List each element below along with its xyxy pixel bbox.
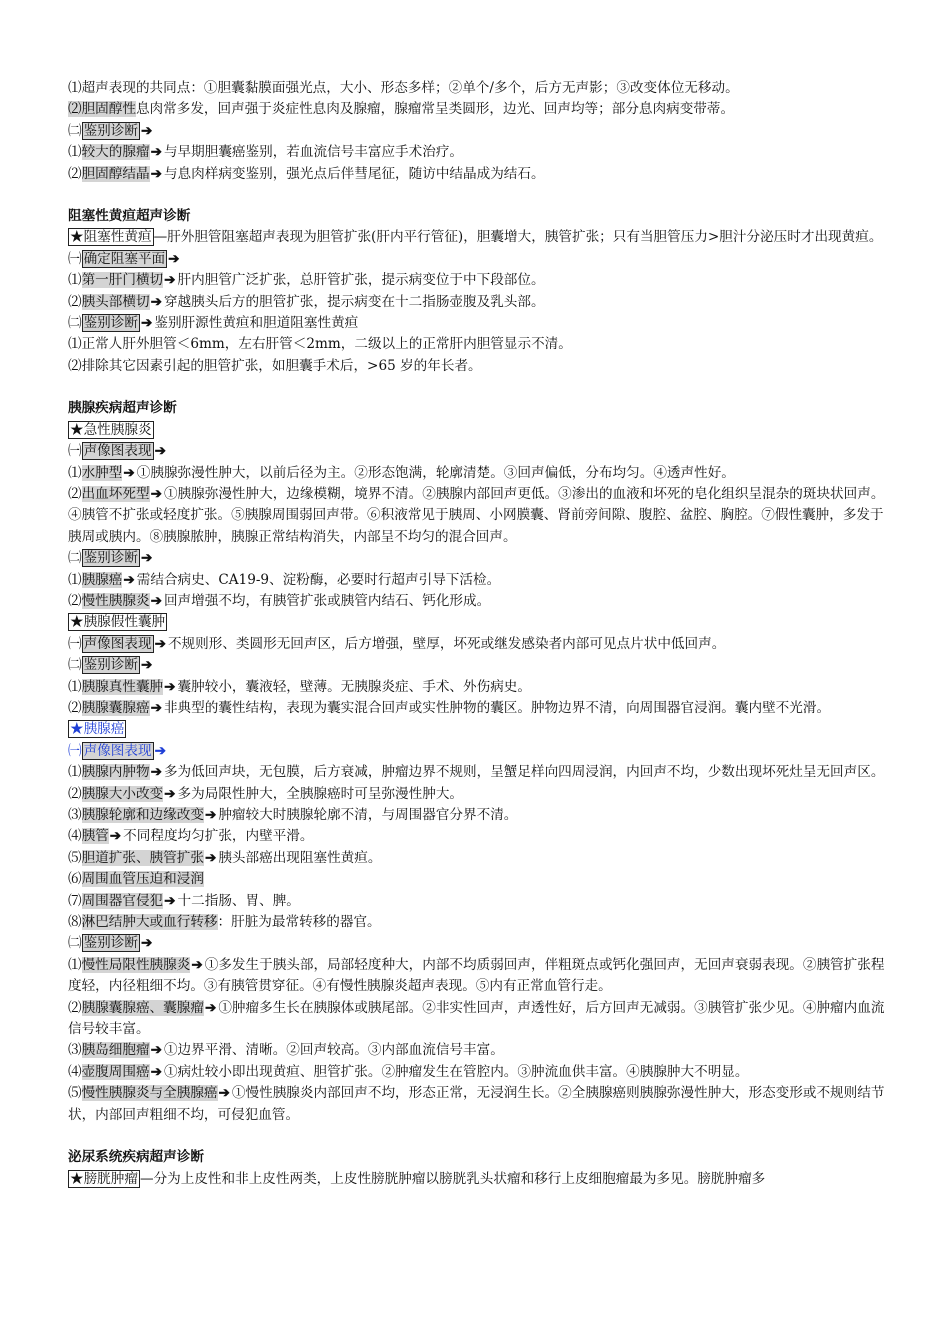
section-title: 胰腺疾病超声诊断 [68, 400, 177, 417]
arrow-icon: ➔ [150, 165, 162, 182]
text-line: ⑵胰头部横切➔ 穿越胰头后方的胆管扩张，提示病变在十二指肠壶腹及乳头部。 [68, 293, 545, 310]
arrow-icon: ➔ [123, 571, 135, 588]
text-line: ⑶胰岛细胞瘤➔ ①边界平滑、清晰。②回声较高。③内部血流信号丰富。 [68, 1042, 504, 1059]
subheading: ㈠ 声像图表现 ➔ [68, 742, 166, 759]
arrow-icon: ➔ [204, 999, 217, 1016]
text-paragraph: ⑴胰腺内肿物➔ 多为低回声块，无包膜，后方衰减，肿瘤边界不规则，呈蟹足样向四周浸润，内回声不均，少数出现坏死灶呈无回声区。 [68, 764, 885, 781]
arrow-icon: ➔ [123, 464, 135, 481]
text-line: ⑴超声表现的共同点：①胆囊黏膜面强光点，大小、形态多样；②单个/多个，后方无声影；③改变体位无移动。 [68, 80, 739, 96]
text-line: ⑴胰腺癌➔ 需结合病史、CA19-9、淀粉酶，必要时行超声引导下活检。 [68, 571, 501, 588]
arrow-icon: ➔ [150, 699, 162, 716]
text-line: ⑵胆固醇性息肉常多发，回声强于炎症性息肉及腺瘤，腺瘤常呈类圆形，边光、回声均等；部分息肉病变带蒂。 [68, 101, 735, 118]
text-line: ⑶胰腺轮廓和边缘改变➔ 肿瘤较大时胰腺轮廓不清，与周围器官分界不清。 [68, 807, 518, 823]
arrow-icon: ➔ [150, 293, 162, 310]
arrow-icon: ➔ [150, 764, 162, 781]
arrow-icon: ➔ [164, 272, 176, 289]
topic-heading: ★胰腺假性囊肿 [70, 614, 166, 631]
arrow-icon: ➔ [204, 849, 217, 866]
subheading: ㈡ 鉴别诊断 ➔ 鉴别肝源性黄疸和胆道阻塞性黄疸 [68, 315, 359, 332]
arrow-icon: ➔ [150, 485, 162, 502]
subheading: ㈠ 确定阻塞平面 ➔ [68, 250, 180, 267]
arrow-icon: ➔ [140, 550, 153, 567]
text-line: ⑵胆固醇结晶➔ 与息肉样病变鉴别，强光点后伴彗尾征，随访中结晶成为结石。 [68, 165, 545, 182]
text-paragraph: ⑵胰腺囊腺癌➔ 非典型的囊性结构，表现为囊实混合回声或实性肿物的囊区。肿物边界不清，向周围器官浸润。囊内壁不光滑。 [68, 699, 831, 716]
text-line: ⑷壶腹周围癌➔ ①病灶较小即出现黄疸、胆管扩张。②肿瘤发生在管腔内。③肿流血供丰富。④胰腺肿大不明显。 [68, 1063, 749, 1080]
text-paragraph: ★阻塞性黄疸 —肝外胆管阻塞超声表现为胆管扩张(肝内平行管征)，胆囊增大，胰管扩张；只有当胆管压力>胆汁分泌压时才出现黄疸。 [70, 229, 883, 246]
subheading: ㈡ 鉴别诊断 ➔ [68, 935, 153, 952]
subheading: ㈡ 鉴别诊断 ➔ [68, 122, 153, 139]
arrow-icon: ➔ [154, 443, 166, 460]
arrow-icon: ➔ [150, 1063, 162, 1080]
arrow-icon: ➔ [150, 592, 162, 609]
text-line: ⑴水肿型➔ ①胰腺弥漫性肿大，以前后径为主。②形态饱满，轮廓清楚。③回声偏低，分布均匀。④透声性好。 [68, 464, 735, 481]
document-page [68, 78, 886, 1190]
section-title: 阻塞性黄疸超声诊断 [68, 208, 191, 225]
text-line: ⑻淋巴结肿大或血行转移：肝脏为最常转移的器官。 [68, 914, 381, 931]
arrow-icon: ➔ [218, 1085, 230, 1102]
arrow-icon: ➔ [109, 828, 122, 845]
text-line: ★膀胱肿瘤 —分为上皮性和非上皮性两类，上皮性膀胱肿瘤以膀胱乳头状瘤和移行上皮细胞瘤最为多见。膀胱肿瘤多 [70, 1170, 766, 1187]
arrow-icon: ➔ [154, 635, 166, 652]
text-line: ⑺周围器官侵犯➔ 十二指肠、胃、脾。 [68, 892, 300, 909]
arrow-icon: ➔ [150, 144, 162, 161]
text-line: ⑴正常人肝外胆管＜6mm，左右肝管＜2mm，二级以上的正常肝内胆管显示不清。 [68, 336, 572, 353]
text-paragraph: ⑵胰腺囊腺癌、囊腺瘤➔ ①肿瘤多生长在胰腺体或胰尾部。②非实性回声，声透性好，后方回声无减弱。③胰管扩张少见。④肿瘤内血流信号较丰富。 [68, 999, 885, 1038]
text-line: ⑹周围血管压迫和浸润 [68, 871, 204, 888]
subheading: ㈡ 鉴别诊断 ➔ [68, 657, 153, 674]
text-line: ⑴胰腺真性囊肿➔ 囊肿较小，囊液轻，壁薄。无胰腺炎症、手术、外伤病史。 [68, 678, 531, 695]
arrow-icon: ➔ [164, 892, 176, 909]
arrow-icon: ➔ [140, 122, 153, 139]
text-line: ⑴较大的腺瘤➔ 与早期胆囊癌鉴别，若血流信号丰富应手术治疗。 [68, 144, 464, 161]
topic-heading: ★胰腺癌 [70, 721, 125, 738]
arrow-icon: ➔ [168, 250, 180, 267]
arrow-icon: ➔ [140, 315, 153, 332]
arrow-icon: ➔ [164, 678, 176, 695]
subheading: ㈡ 鉴别诊断 ➔ [68, 550, 153, 567]
text-line: ⑵慢性胰腺炎➔ 回声增强不均，有胰管扩张或胰管内结石、钙化形成。 [68, 592, 491, 609]
section-title: 泌尿系统疾病超声诊断 [68, 1149, 204, 1166]
arrow-icon: ➔ [191, 956, 203, 973]
arrow-icon: ➔ [140, 657, 153, 674]
topic-heading: ★急性胰腺炎 [70, 421, 152, 438]
text-paragraph: ⑸慢性胰腺炎与全胰腺癌➔ ①慢性胰腺炎内部回声不均，形态正常，无浸润生长。②全胰腺癌则胰腺弥漫性肿大，形态变形或不规则结节状，内部回声粗细不均，可侵犯血管。 [68, 1085, 885, 1123]
arrow-icon: ➔ [164, 785, 176, 802]
text-line: ⑵排除其它因素引起的胆管扩张，如胆囊手术后，>65 岁的年长者。 [68, 357, 482, 374]
arrow-icon: ➔ [154, 742, 166, 759]
arrow-icon: ➔ [204, 807, 217, 823]
text-paragraph: ⑵出血坏死型➔ ①胰腺弥漫性肿大，边缘模糊，境界不清。②胰腺内部回声更低。③渗出的血液和坏死的皂化组织呈混杂的斑块状回声。④胰管不扩张或轻度扩张。⑤胰腺周围弱回声带。⑥积液常见于胰周、小网膜囊、肾前旁间隙、腹腔、盆腔、胸腔。⑦假性囊肿，多发于胰周或胰内。⑧胰腺脓肿，胰腺正常结构消失，内部呈不均匀的混合回声。 [68, 485, 885, 545]
text-line: ⑴第一肝门横切➔ 肝内胆管广泛扩张，总肝管扩张，提示病变位于中下段部位。 [68, 272, 545, 289]
text-line: ⑸胆道扩张、胰管扩张➔ 胰头部癌出现阻塞性黄疸。 [68, 849, 382, 866]
text-paragraph: ⑴慢性局限性胰腺炎➔ ①多发生于胰头部，局部轻度种大，内部不均质弱回声，伴粗斑点或钙化强回声，无回声衰弱表现。②胰管扩张程度轻，内径粗细不均。③有胰管贯穿征。④有慢性胰腺炎超声表现。⑤内有正常血管行走。 [68, 956, 885, 995]
arrow-icon: ➔ [140, 935, 153, 952]
text-line: ⑷胰管➔ 不同程度均匀扩张，内壁平滑。 [68, 828, 314, 845]
subheading: ㈠ 声像图表现 ➔ [68, 443, 166, 460]
arrow-icon: ➔ [150, 1042, 162, 1059]
text-line: ⑵胰腺大小改变➔ 多为局限性肿大，全胰腺癌时可呈弥漫性肿大。 [68, 785, 464, 802]
subheading: ㈠ 声像图表现 ➔ 不规则形、类圆形无回声区，后方增强，壁厚，坏死或继发感染者内部可见点片状中低回声。 [68, 635, 726, 652]
